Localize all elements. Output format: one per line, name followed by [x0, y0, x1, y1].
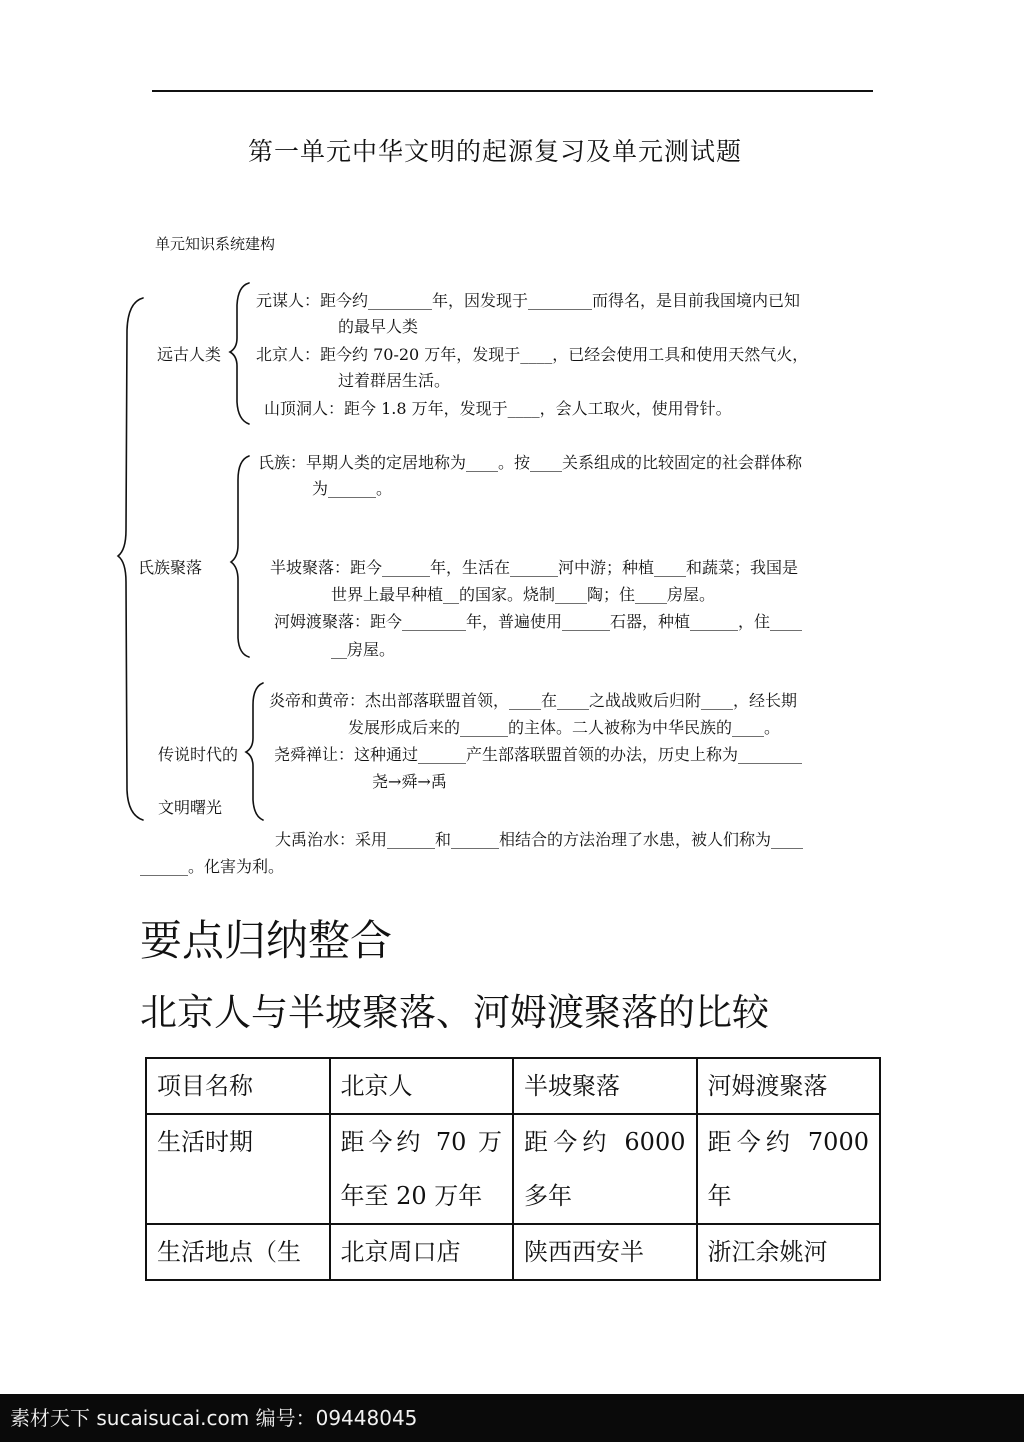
category-clan-settlements: 氏族聚落 [138, 558, 203, 577]
yuanmou-line1: 元谋人：距今约________年，因发现于________而得名，是目前我国境内已知 [256, 291, 801, 310]
beijing-line1: 北京人：距今约 70-20 万年，发现于____，已经会使用工具和使用天然气火， [256, 345, 809, 364]
hemudu-line2: __房屋。 [331, 640, 396, 659]
table-header-cell: 半坡聚落 [513, 1058, 697, 1114]
table-header-cell: 北京人 [330, 1058, 514, 1114]
table-row [146, 1224, 880, 1280]
banpo-line2: 世界上最早种植__的国家。烧制____陶；住____房屋。 [331, 585, 716, 604]
yuanmou-line2: 的最早人类 [338, 317, 419, 336]
category-legend-line1: 传说时代的 [158, 745, 239, 764]
shanding-line: 山顶洞人：距今 1.8 万年，发现于____，会人工取火，使用骨针。 [264, 399, 732, 418]
table-header-cell: 河姆渡聚落 [697, 1058, 881, 1114]
watermark-bar: 素材天下 sucaisucai.com 编号：09448045 [0, 1394, 1024, 1442]
table-row [146, 1114, 880, 1224]
clan-line2: 为______。 [312, 479, 393, 498]
table-cell: 生活时期 [146, 1114, 330, 1224]
table-cell: 距今约 6000 多年 [513, 1114, 697, 1224]
yanhuang-line2: 发展形成后来的______的主体。二人被称为中华民族的____。 [348, 718, 781, 737]
document-title: 第一单元中华文明的起源复习及单元测试题 [248, 137, 743, 166]
yanhuang-line1: 炎帝和黄帝：杰出部落联盟首领，____在____之战战败后归附____，经长期 [269, 691, 798, 710]
clan-brace [231, 456, 249, 657]
table-header-cell: 项目名称 [146, 1058, 330, 1114]
legend-brace [246, 683, 263, 820]
clan-line1: 氏族：早期人类的定居地称为____。按____关系组成的比较固定的社会群体称 [258, 453, 803, 472]
table-cell: 生活地点（生 [146, 1224, 330, 1280]
dayu-line2: ______。化害为利。 [140, 857, 285, 876]
hemudu-line1: 河姆渡聚落：距今________年，普遍使用______石器，种植______，住____ [274, 612, 803, 631]
table-cell: 陕西西安半 [513, 1224, 697, 1280]
beijing-line2: 过着群居生活。 [338, 371, 451, 390]
table-header-row [146, 1058, 880, 1114]
table-cell: 北京周口店 [330, 1224, 514, 1280]
shanrang-line2: 尧→舜→禹 [372, 772, 447, 791]
ancient-brace [230, 283, 249, 424]
comparison-table [145, 1057, 881, 1281]
banpo-line1: 半坡聚落：距今______年，生活在______河中游；种植____和蔬菜；我国是 [270, 558, 799, 577]
category-ancient-humans: 远古人类 [157, 345, 222, 364]
section-subtitle: 单元知识系统建构 [155, 235, 276, 253]
shanrang-line1: 尧舜禅让：这种通过______产生部落联盟首领的办法，历史上称为________ [274, 745, 803, 764]
section-heading: 要点归纳整合 [140, 916, 393, 965]
category-legend-line2: 文明曙光 [158, 798, 223, 817]
table-cell: 距今约 7000 年 [697, 1114, 881, 1224]
table-cell: 浙江余姚河 [697, 1224, 881, 1280]
table-cell: 距今约 70 万年至 20 万年 [330, 1114, 514, 1224]
dayu-line1: 大禹治水：采用______和______相结合的方法治理了水患，被人们称为____ [275, 830, 804, 849]
section-subheading: 北京人与半坡聚落、河姆渡聚落的比较 [140, 991, 769, 1034]
